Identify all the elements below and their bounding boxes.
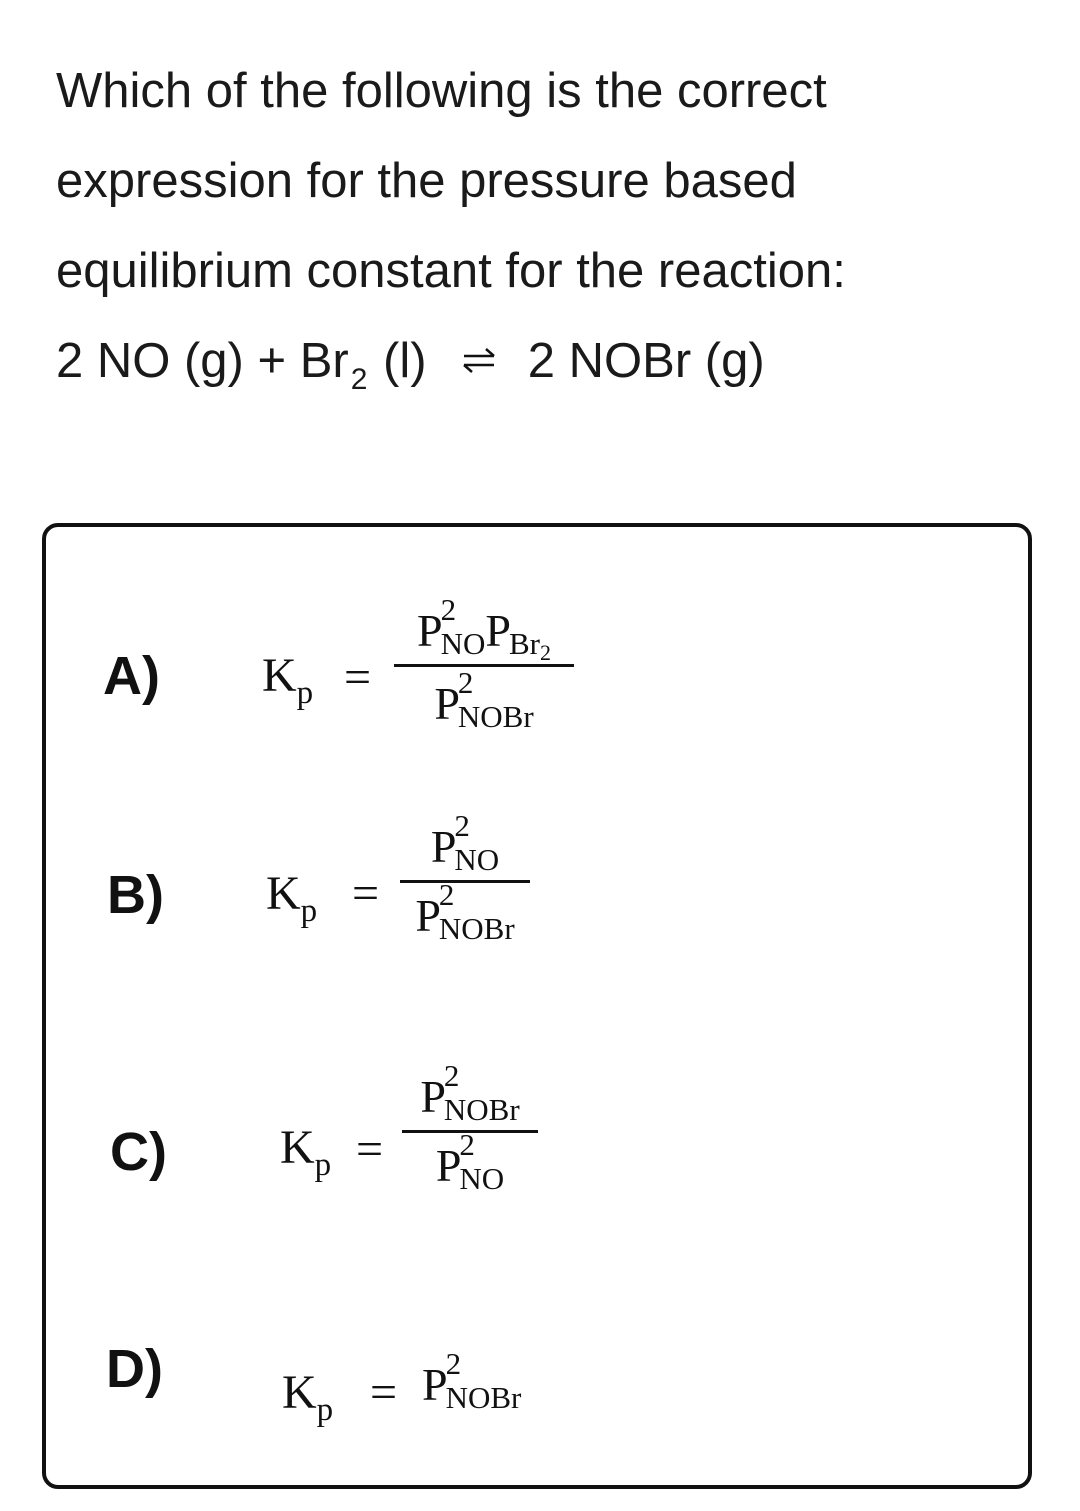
equilibrium-arrows-icon xyxy=(462,345,496,375)
question-line-2: expression for the pressure based xyxy=(56,154,797,208)
option-b-fraction xyxy=(400,808,530,947)
p-symbol: P xyxy=(435,1140,462,1191)
option-d-kp xyxy=(282,1365,334,1428)
option-a-fraction xyxy=(394,592,574,735)
p-symbol: P xyxy=(415,890,441,941)
k-symbol: K xyxy=(262,649,297,702)
option-c-kp xyxy=(280,1120,332,1183)
k-symbol: K xyxy=(280,1121,315,1174)
option-b-kp xyxy=(266,866,318,929)
k-subscript: p xyxy=(314,1147,332,1183)
p-symbol: P xyxy=(422,1359,448,1410)
k-subscript: p xyxy=(316,1392,334,1428)
option-a-denominator xyxy=(394,665,574,735)
fraction-bar xyxy=(400,880,530,883)
option-a-equals: = xyxy=(344,651,372,704)
option-b-denominator xyxy=(400,877,530,947)
k-subscript: p xyxy=(300,893,318,929)
option-c-numerator xyxy=(402,1058,538,1128)
option-d-label[interactable]: D) xyxy=(106,1339,163,1399)
superscript: 2 xyxy=(443,1058,460,1093)
option-d-expression xyxy=(422,1346,522,1416)
k-symbol: K xyxy=(282,1366,317,1419)
reaction-reactants: 2 NO (g) + Br xyxy=(56,334,349,388)
subscript-no: NO xyxy=(440,626,486,661)
p-symbol: P xyxy=(417,605,443,656)
option-a-numerator xyxy=(394,592,574,665)
superscript: 2 xyxy=(459,1127,475,1162)
superscript: 2 xyxy=(457,665,474,700)
question-line-1: Which of the following is the correct xyxy=(56,64,827,118)
option-a-label[interactable]: A) xyxy=(103,646,160,706)
option-c-label[interactable]: C) xyxy=(110,1122,167,1182)
p-symbol: P xyxy=(430,821,457,872)
p-symbol: P xyxy=(434,678,460,729)
reaction-br-state: (l) xyxy=(369,334,427,388)
option-b-numerator xyxy=(400,808,530,878)
question-text xyxy=(56,46,1046,413)
subscript-2: 2 xyxy=(539,640,551,665)
option-d-equals: = xyxy=(370,1366,398,1419)
subscript-nobr: NOBr xyxy=(457,699,534,734)
subscript-nobr: NOBr xyxy=(438,911,515,946)
subscript-nobr: NOBr xyxy=(443,1092,520,1127)
reaction-equation xyxy=(56,316,1046,413)
option-c-fraction xyxy=(402,1058,538,1197)
superscript: 2 xyxy=(454,808,470,843)
subscript-no: NO xyxy=(454,842,500,877)
option-b-label[interactable]: B) xyxy=(107,865,164,925)
superscript: 2 xyxy=(440,592,457,627)
reaction-br-subscript: 2 xyxy=(350,363,368,396)
option-c-equals: = xyxy=(356,1123,384,1176)
option-b-equals: = xyxy=(352,867,380,920)
subscript-br2 xyxy=(508,626,551,665)
superscript: 2 xyxy=(445,1346,462,1381)
subscript-nobr: NOBr xyxy=(445,1380,522,1415)
subscript-no: NO xyxy=(459,1161,505,1196)
question-line-3: equilibrium constant for the reaction: xyxy=(56,244,846,298)
superscript: 2 xyxy=(438,877,455,912)
subscript-br: Br xyxy=(508,626,540,661)
option-c-denominator xyxy=(402,1127,538,1197)
k-symbol: K xyxy=(266,867,301,920)
p-symbol: P xyxy=(485,605,511,656)
option-a-kp xyxy=(262,648,314,711)
reaction-products: 2 NOBr (g) xyxy=(527,334,765,388)
k-subscript: p xyxy=(296,675,314,711)
p-symbol: P xyxy=(420,1071,446,1122)
